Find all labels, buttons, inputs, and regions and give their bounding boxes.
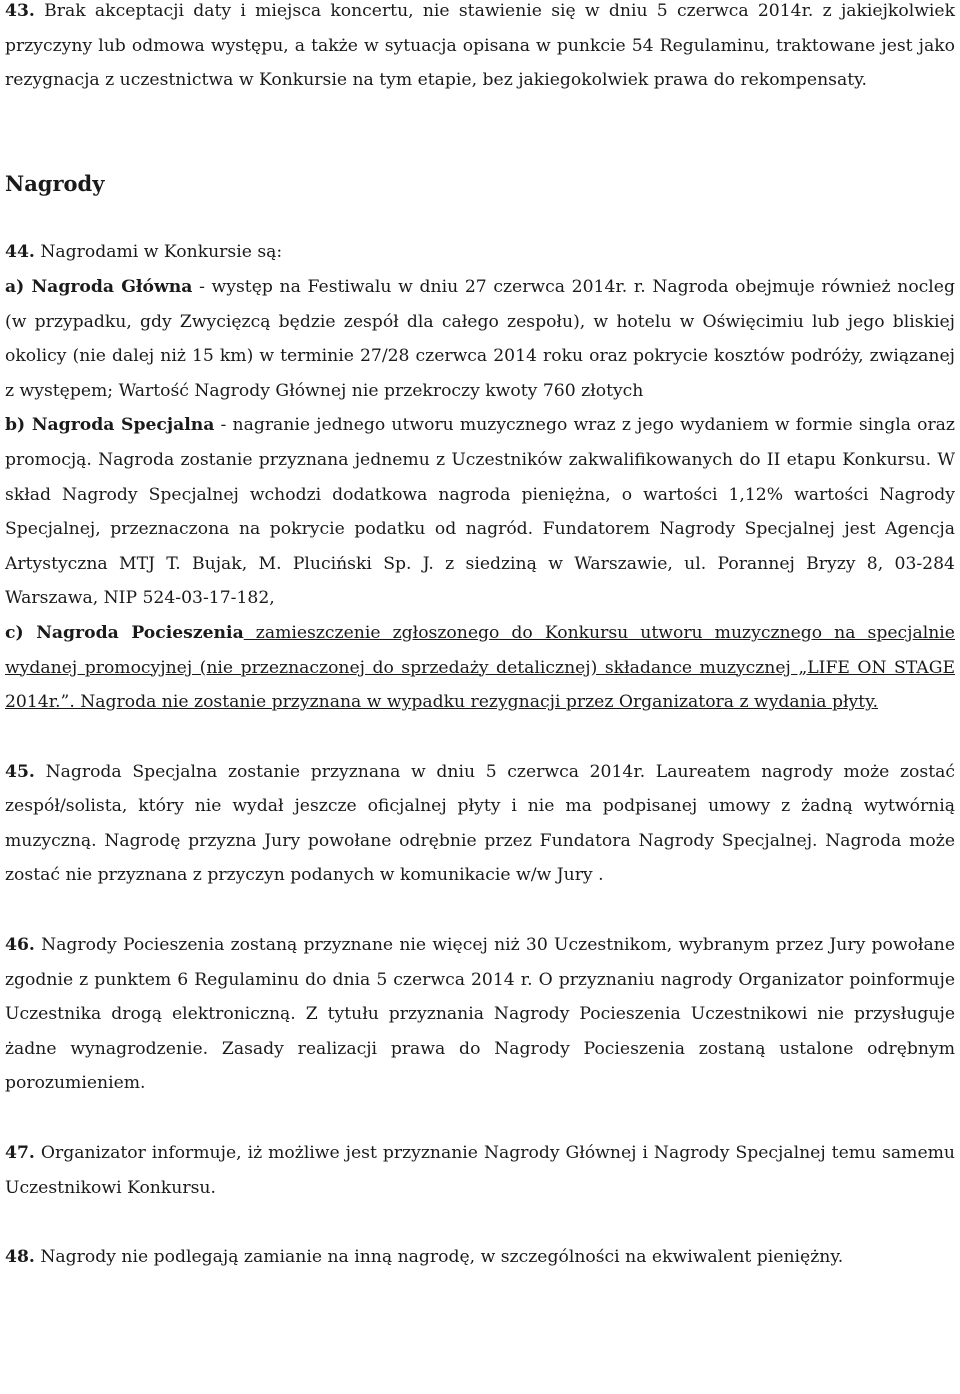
section-heading: Nagrody xyxy=(5,170,105,196)
prize-description: zamieszczenie zgłoszonego do Konkursu utworu muzycznego na specjalnie wydanej promocyjnej (nie przeznaczonej do sprzedaży detalicznej) składance muzycznej „LIFE ON STAGE 2014r.”. Nagroda nie zostanie przyznana w wypadku rezygnacji przez Organizatora z wydania płyty. xyxy=(5,622,955,713)
prize-description: - występ na Festiwalu w dniu 27 czerwca 2014r. r. Nagroda obejmuje również nocleg (w przypadku, gdy Zwycięzcą będzie zespół dla całego zespołu), w hotelu w Oświęcimiu lub jego bliskiej okolicy (nie dalej niż 15 km) w terminie 27/28 czerwca 2014 roku oraz pokrycie kosztów podróży, związanej z występem; Wartość Nagrody Głównej nie przekroczy kwoty 760 złotych xyxy=(5,276,955,401)
prize-item-a xyxy=(5,270,955,408)
paragraph-text: Nagroda Specjalna zostanie przyznana w dniu 5 czerwca 2014r. Laureatem nagrody może zostać zespół/solista, który nie wydał jeszcze oficjalnej płyty i nie ma podpisanej umowy z żadną wytwórnią muzyczną. Nagrodę przyzna Jury powołane odrębnie przez Fundatora Nagrody Specjalnej. Nagroda może zostać nie przyznana z przyczyn podanych w komunikacie w/w Jury . xyxy=(5,761,955,886)
paragraph-43 xyxy=(5,0,955,98)
prize-title: Nagroda Główna xyxy=(31,276,193,297)
paragraph-46 xyxy=(5,928,955,1101)
prize-description: - nagranie jednego utworu muzycznego wraz z jego wydaniem w formie singla oraz promocją. Nagroda zostanie przyznana jednemu z Uczestników zakwalifikowanych do II etapu Konkursu. W skład Nagrody Specjalnej wchodzi dodatkowa nagroda pieniężna, o wartości 1,12% wartości Nagrody Specjalnej, przeznaczona na pokrycie podatku od nagród. Fundatorem Nagrody Specjalnej jest Agencja Artystyczna MTJ T. Bujak, M. Pluciński Sp. J. z siedziną w Warszawie, ul. Porannej Bryzy 8, 03-284 Warszawa, NIP 524-03-17-182, xyxy=(5,415,955,609)
paragraph-text: Nagrodami w Konkursie są: xyxy=(34,242,283,263)
item-marker: c) xyxy=(5,622,37,643)
paragraph-number: 48. xyxy=(5,1247,35,1268)
prize-title: Nagroda Pocieszenia xyxy=(36,622,244,643)
paragraph-47 xyxy=(5,1136,955,1205)
paragraph-text: Brak akceptacji daty i miejsca koncertu, nie stawienie się w dniu 5 czerwca 2014r. z jakiejkolwiek przyczyny lub odmowa występu, a także w sytuacja opisana w punkcie 54 Regulaminu, traktowane jest jako rezygnacja z uczestnictwa w Konkursie na tym etapie, bez jakiegokolwiek prawa do rekompensaty. xyxy=(5,1,955,91)
spacer xyxy=(5,201,955,235)
paragraph-number: 45. xyxy=(5,761,35,782)
prize-item-c xyxy=(5,616,955,720)
paragraph-text: Nagrody Pocieszenia zostaną przyznane nie więcej niż 30 Uczestnikom, wybranym przez Jury powołane zgodnie z punktem 6 Regulaminu do dnia 5 czerwca 2014 r. O przyznaniu nagrody Organizator poinformuje Uczestnika drogą elektroniczną. Z tytułu przyznania Nagrody Pocieszenia Uczestnikowi nie przysługuje żadne wynagrodzenie. Zasady realizacji prawa do Nagrody Pocieszenia zostaną ustalone odrębnym porozumieniem. xyxy=(5,935,955,1094)
prize-item-b xyxy=(5,408,955,616)
paragraph-number: 43. xyxy=(5,1,35,21)
spacer xyxy=(5,720,955,755)
paragraph-48 xyxy=(5,1240,955,1275)
paragraph-number: 44. xyxy=(5,242,35,263)
prize-title: Nagroda Specjalna xyxy=(31,415,215,436)
paragraph-number: 47. xyxy=(5,1143,35,1164)
spacer xyxy=(5,1205,955,1240)
spacer xyxy=(5,98,955,167)
paragraph-45 xyxy=(5,755,955,893)
spacer xyxy=(5,1101,955,1136)
paragraph-text: Organizator informuje, iż możliwe jest przyznanie Nagrody Głównej i Nagrody Specjalnej temu samemu Uczestnikowi Konkursu. xyxy=(5,1143,955,1198)
spacer xyxy=(5,893,955,928)
item-marker: b) xyxy=(5,415,32,436)
document-page xyxy=(5,0,955,1275)
item-marker: a) xyxy=(5,276,32,297)
paragraph-text: Nagrody nie podlegają zamianie na inną nagrodę, w szczególności na ekwiwalent pieniężny. xyxy=(34,1247,844,1268)
paragraph-44 xyxy=(5,235,955,270)
paragraph-number: 46. xyxy=(5,935,35,956)
